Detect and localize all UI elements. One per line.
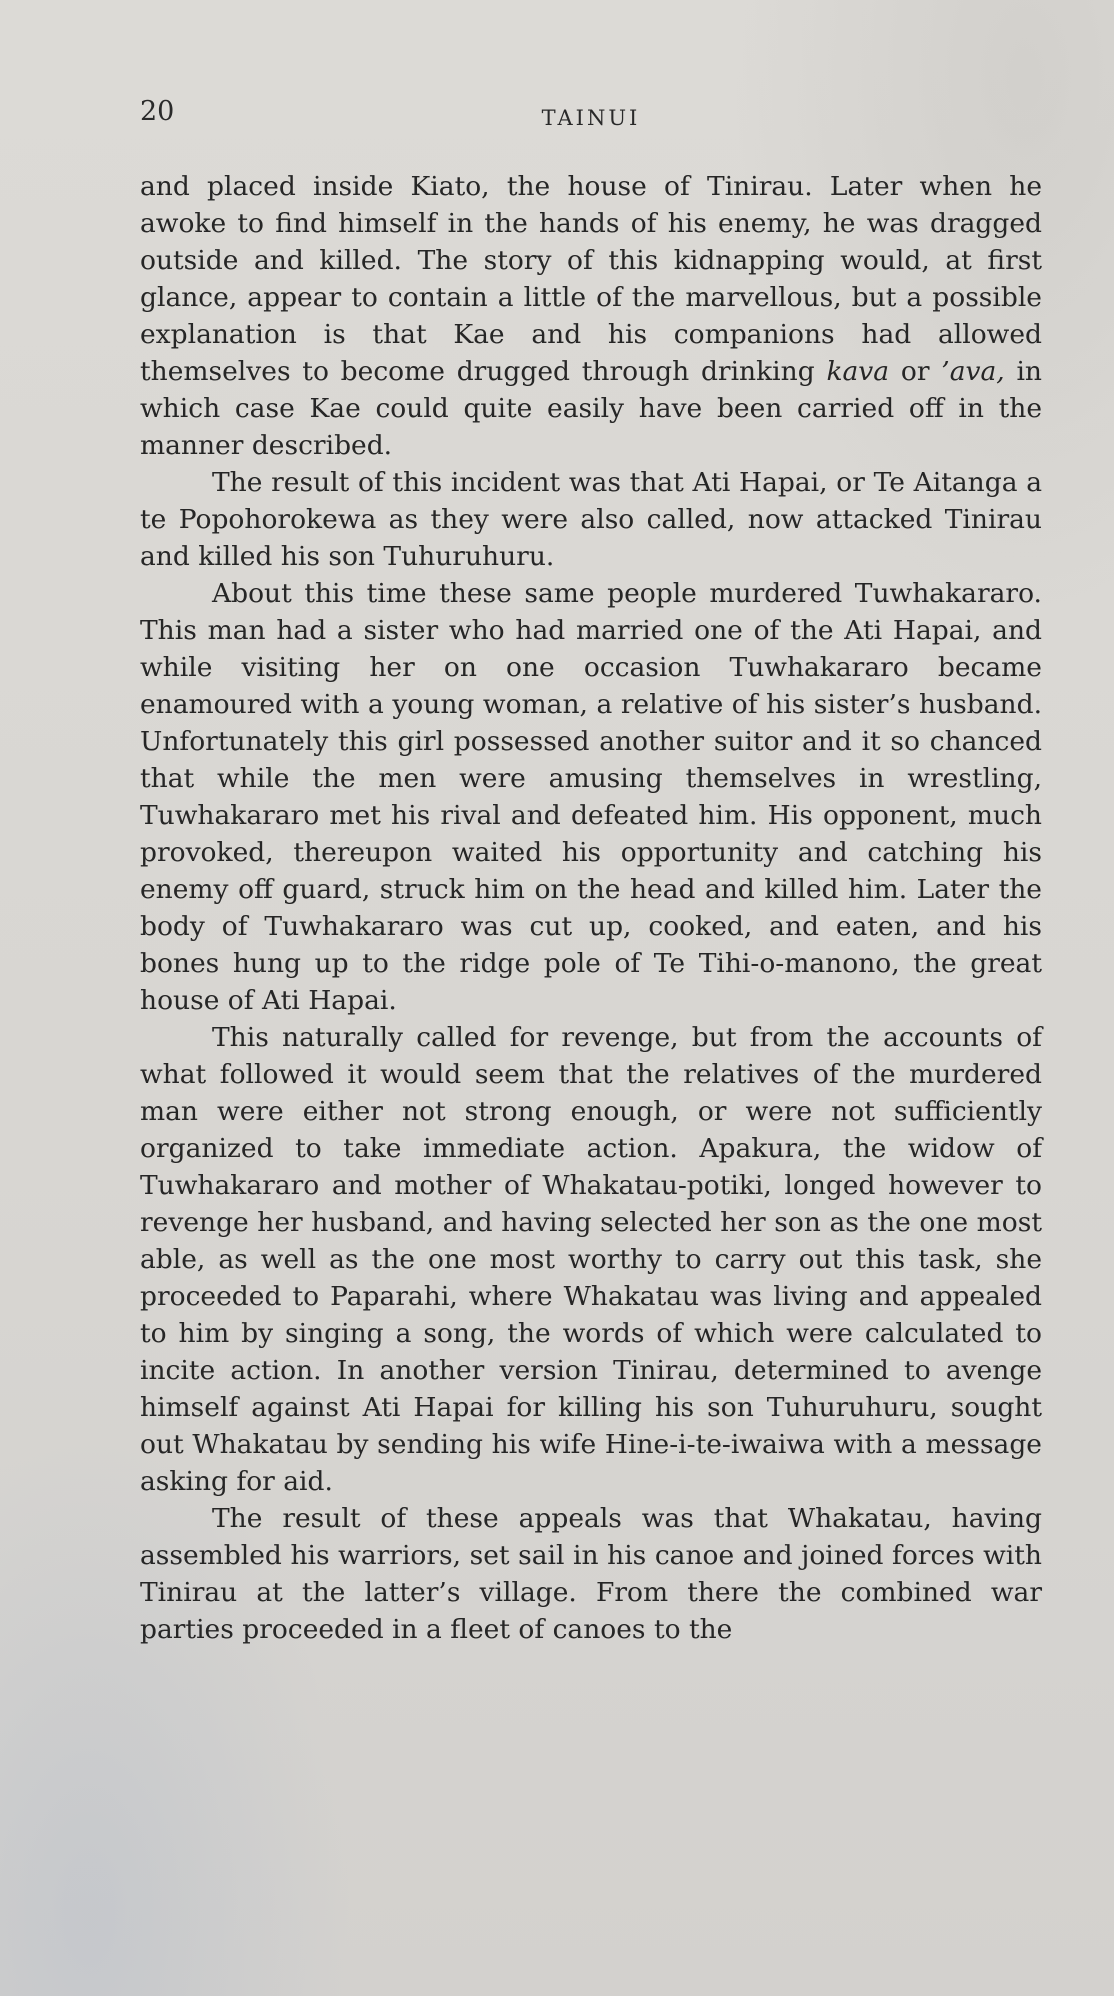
running-head [140,92,1042,132]
paragraph-1-text-a: and placed inside Kiato, the house of Tinirau. Later when he awoke to find himself in the hands of his enemy, he was dragged outside and killed. The story of this kidnapping would, at first glance, appear to contain a little of the marvellous, but a possible explanation is that Kae and his companions had allowed themselves to become drugged through drinking [140,171,1042,387]
italic-word-ava: ’ava, [941,356,1005,387]
paragraph-5: The result of these appeals was that Whakatau, having assembled his warriors, set sail in his canoe and joined forces with Tinirau at the latter’s village. From there the combined war parties proceeded in a fleet of canoes to the [140,1503,1042,1645]
paragraph-3: About this time these same people murdered Tuwhakararo. This man had a sister who had married one of the Ati Hapai, and while visiting her on one occasion Tuwhakararo became enamoured with a young woman, a relative of his sister’s husband. Unfortunately this girl possessed another suitor and it so chanced that while the men were amusing themselves in wrestling, Tuwhakararo met his rival and defeated him. His opponent, much provoked, thereupon waited his opportunity and catching his enemy off guard, struck him on the head and killed him. Later the body of Tuwhakararo was cut up, cooked, and eaten, and his bones hung up to the ridge pole of Te Tihi-o-manono, the great house of Ati Hapai. [140,578,1042,1016]
running-title: TAINUI [541,106,641,130]
paragraph-1-text-c: in which case Kae could quite easily have been carried off in the manner described. [140,356,1042,461]
paragraph-1 [140,168,1042,464]
paragraph-4: This naturally called for revenge, but from the accounts of what followed it would seem that the relatives of the murdered man were either not strong enough, or were not sufficiently organized to take immediate action. Apakura, the widow of Tuwhakararo and mother of Whakatau-potiki, longed however to revenge her husband, and having selected her son as the one most able, as well as the one most worthy to carry out this task, she proceeded to Paparahi, where Whakatau was living and appealed to him by singing a song, the words of which were calculated to incite action. In another version Tinirau, determined to avenge himself against Ati Hapai for killing his son Tuhuruhuru, sought out Whakatau by sending his wife Hine-i-te-iwaiwa with a message asking for aid. [140,1022,1042,1497]
body-text [140,168,1042,1648]
page-number: 20 [140,96,175,127]
paragraph-2: The result of this incident was that Ati Hapai, or Te Aitanga a te Popohorokewa as they were also called, now attacked Tinirau and killed his son Tuhuruhuru. [140,467,1042,572]
paragraph-1-text-b: or [889,356,942,387]
italic-word-kava: kava [826,356,890,387]
